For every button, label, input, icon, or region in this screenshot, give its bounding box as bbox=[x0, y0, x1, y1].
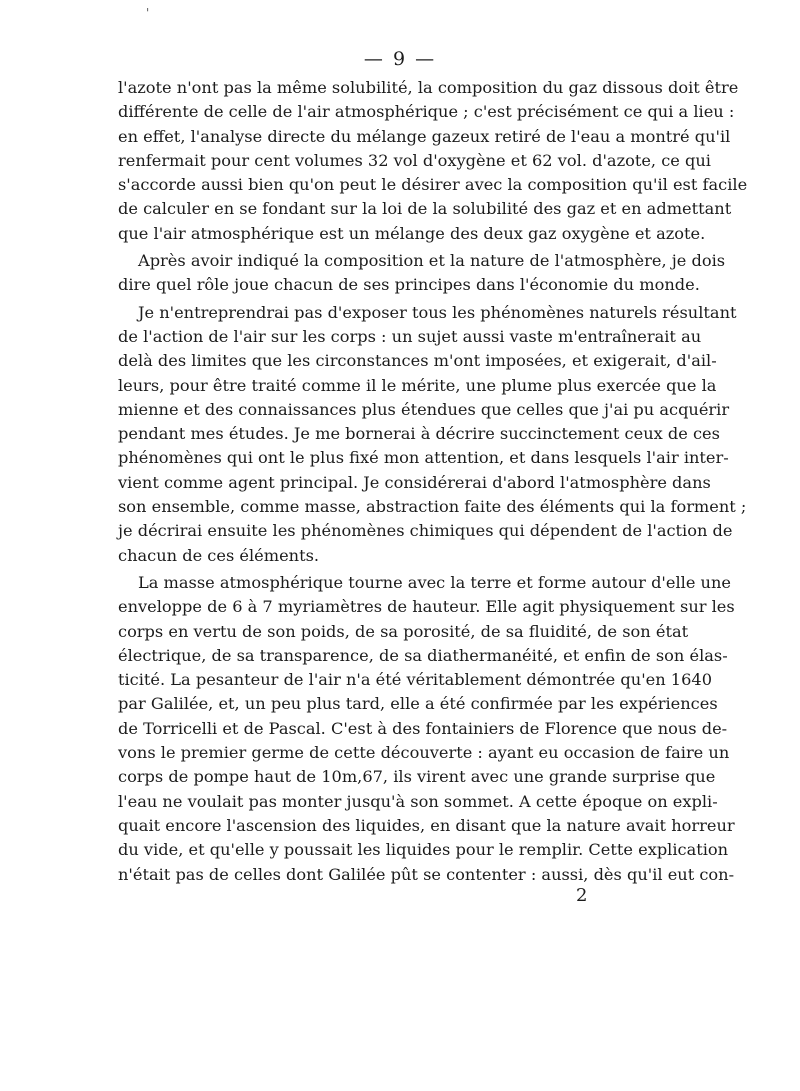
text-line: pendant mes études. Je me bornerai à décrire succinctement ceux de ces bbox=[118, 424, 720, 444]
text-line: dire quel rôle joue chacun de ses principes dans l'économie du monde. bbox=[118, 275, 700, 295]
text-line: leurs, pour être traité comme il le mérite, une plume plus exercée que la bbox=[118, 375, 717, 395]
paragraph-2 bbox=[118, 249, 726, 298]
text-line: par Galilée, et, un peu plus tard, elle a été confirmée par les expériences bbox=[118, 694, 718, 714]
text-line: chacun de ces éléments. bbox=[118, 545, 320, 565]
paragraph-4 bbox=[118, 571, 735, 887]
text-line: delà des limites que les circonstances m'ont imposées, et exigerait, d'ail- bbox=[118, 351, 717, 371]
text-line: Après avoir indiqué la composition et la nature de l'atmosphère, je dois bbox=[138, 251, 726, 271]
text-line: corps de pompe haut de 10m,67, ils virent avec une grande surprise que bbox=[118, 767, 716, 787]
text-line: renfermait pour cent volumes 32 vol d'oxygène et 62 vol. d'azote, ce qui bbox=[118, 150, 711, 170]
paragraph-1 bbox=[118, 76, 748, 246]
text-line: Je n'entreprendrai pas d'exposer tous les phénomènes naturels résultant bbox=[138, 302, 737, 322]
text-line: vient comme agent principal. Je considérerai d'abord l'atmosphère dans bbox=[118, 472, 711, 492]
text-line: son ensemble, comme masse, abstraction faite des éléments qui la forment ; bbox=[118, 497, 747, 517]
text-line: électrique, de sa transparence, de sa diathermanéité, et enfin de son élas- bbox=[118, 645, 728, 665]
text-line: corps en vertu de son poids, de sa porosité, de sa fluidité, de son état bbox=[118, 621, 689, 641]
text-line: n'était pas de celles dont Galilée pût se contenter : aussi, dès qu'il eut con- bbox=[118, 864, 735, 884]
body-text bbox=[118, 76, 748, 887]
text-line: que l'air atmosphérique est un mélange des deux gaz oxygène et azote. bbox=[118, 223, 706, 243]
text-line: s'accorde aussi bien qu'on peut le désirer avec la composition qu'il est facile bbox=[118, 175, 748, 195]
text-line: mienne et des connaissances plus étendues que celles que j'ai pu acquérir bbox=[118, 399, 730, 419]
text-line: de calculer en se fondant sur la loi de la solubilité des gaz et en admettant bbox=[118, 199, 732, 219]
text-line: quait encore l'ascension des liquides, en disant que la nature avait horreur bbox=[118, 815, 735, 835]
text-line: l'eau ne voulait pas monter jusqu'à son sommet. A cette époque on expli- bbox=[118, 791, 718, 811]
text-line: du vide, et qu'elle y poussait les liquides pour le remplir. Cette explication bbox=[118, 840, 729, 860]
text-line: ticité. La pesanteur de l'air n'a été véritablement démontrée qu'en 1640 bbox=[118, 670, 712, 690]
text-line: enveloppe de 6 à 7 myriamètres de hauteur. Elle agit physiquement sur les bbox=[118, 597, 735, 617]
text-line: différente de celle de l'air atmosphérique ; c'est précisément ce qui a lieu : bbox=[118, 102, 735, 122]
signature-mark: 2 bbox=[576, 885, 588, 906]
text-line: en effet, l'analyse directe du mélange gazeux retiré de l'eau a montré qu'il bbox=[118, 126, 731, 146]
margin-tick-mark: ' bbox=[146, 6, 150, 20]
text-line: La masse atmosphérique tourne avec la terre et forme autour d'elle une bbox=[138, 572, 731, 592]
paragraph-3 bbox=[118, 301, 747, 568]
text-line: phénomènes qui ont le plus fixé mon attention, et dans lesquels l'air inter- bbox=[118, 448, 729, 468]
text-line: vons le premier germe de cette découverte : ayant eu occasion de faire un bbox=[118, 743, 730, 763]
text-line: de l'action de l'air sur les corps : un sujet aussi vaste m'entraînerait au bbox=[118, 326, 702, 346]
text-line: je décrirai ensuite les phénomènes chimiques qui dépendent de l'action de bbox=[118, 521, 733, 541]
text-line: de Torricelli et de Pascal. C'est à des fontainiers de Florence que nous de- bbox=[118, 718, 728, 738]
text-line: l'azote n'ont pas la même solubilité, la composition du gaz dissous doit être bbox=[118, 78, 739, 97]
page-number: — 9 — bbox=[363, 48, 437, 70]
